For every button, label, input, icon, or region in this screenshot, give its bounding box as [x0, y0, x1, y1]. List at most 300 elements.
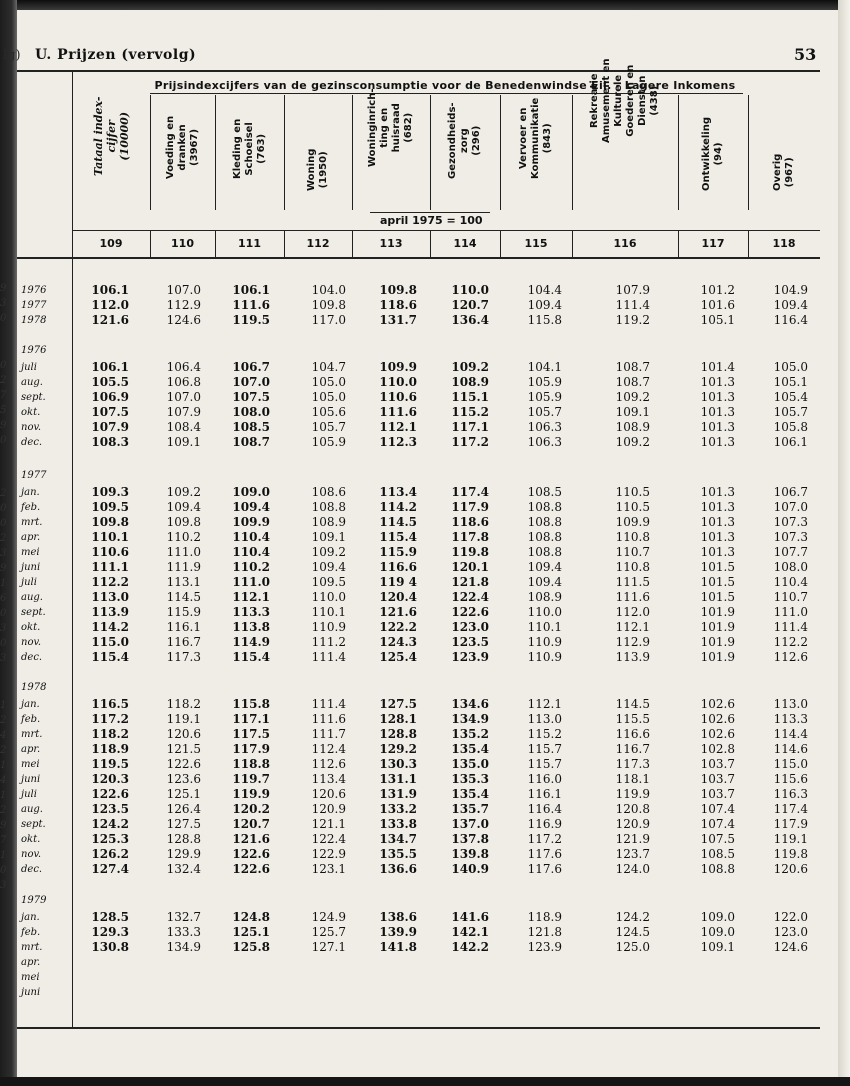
table-cell: 101.3 — [700, 515, 735, 529]
table-cell: 125.8 — [232, 940, 270, 954]
column-number: 117 — [701, 237, 725, 250]
row-label: feb. — [21, 502, 41, 513]
table-cell: 105.9 — [311, 435, 346, 449]
table-cell: 117.4 — [773, 802, 808, 816]
table-cell: 122.6 — [232, 847, 270, 861]
table-cell: 106.3 — [527, 435, 562, 449]
table-cell: 105.7 — [311, 420, 346, 434]
previous-page-digit: 2 — [0, 745, 7, 756]
previous-page-digit: 2 — [0, 715, 7, 726]
previous-page-digit: 7 — [0, 390, 7, 401]
table-cell: 123.6 — [166, 772, 201, 786]
table-cell: 124.2 — [615, 910, 650, 924]
table-cell: 134.9 — [451, 712, 489, 726]
table-cell: 107.5 — [700, 832, 735, 846]
table-cell: 131.7 — [379, 313, 417, 327]
column-heading-text: Vervoer en Kommunikatie (843) — [518, 97, 553, 179]
column-number: 113 — [379, 237, 403, 250]
column-divider-header — [430, 95, 431, 210]
page-number: 53 — [794, 45, 817, 64]
table-cell: 116.1 — [527, 787, 562, 801]
table-cell: 120.2 — [232, 802, 270, 816]
bottom-rule — [17, 1027, 820, 1029]
table-cell: 109.2 — [615, 435, 650, 449]
table-cell: 112.9 — [615, 635, 650, 649]
row-label: apr. — [21, 532, 41, 543]
previous-page-digit: 1 — [0, 850, 7, 861]
table-cell: 102.6 — [700, 697, 735, 711]
table-cell: 117.3 — [166, 650, 201, 664]
table-cell: 111.1 — [91, 560, 129, 574]
table-cell: 112.6 — [311, 757, 346, 771]
row-label: juni — [21, 774, 41, 785]
table-cell: 124.6 — [773, 940, 808, 954]
column-heading — [352, 88, 430, 215]
table-cell: 119.2 — [615, 313, 650, 327]
table-cell: 116.0 — [527, 772, 562, 786]
table-cell: 108.7 — [232, 435, 270, 449]
table-cell: 116.4 — [773, 313, 808, 327]
table-cell: 117.6 — [527, 862, 562, 876]
table-cell: 127.5 — [379, 697, 417, 711]
column-heading — [72, 95, 150, 215]
table-cell: 112.4 — [311, 742, 346, 756]
table-cell: 115.2 — [527, 727, 562, 741]
table-cell: 121.1 — [311, 817, 346, 831]
column-number-rule-bottom — [17, 257, 820, 259]
row-label: mrt. — [21, 517, 43, 528]
column-divider-header — [150, 95, 151, 210]
column-number: 118 — [772, 237, 796, 250]
row-label: 1976 — [21, 285, 47, 296]
table-cell: 122.4 — [311, 832, 346, 846]
table-cell: 106.1 — [91, 283, 129, 297]
table-cell: 101.9 — [700, 620, 735, 634]
table-cell: 127.5 — [166, 817, 201, 831]
previous-page-digit: 2 — [0, 375, 7, 386]
row-label: apr. — [21, 744, 41, 755]
table-cell: 112.6 — [773, 650, 808, 664]
table-cell: 113.4 — [311, 772, 346, 786]
table-cell: 114.2 — [91, 620, 129, 634]
table-cell: 122.6 — [232, 862, 270, 876]
table-cell: 119 4 — [379, 575, 417, 589]
table-cell: 120.9 — [311, 802, 346, 816]
table-cell: 109.4 — [166, 500, 201, 514]
column-divider-number — [678, 231, 679, 257]
table-cell: 108.7 — [615, 375, 650, 389]
previous-page-digit: 3 — [0, 880, 7, 891]
table-cell: 109.4 — [527, 560, 562, 574]
table-cell: 110.4 — [232, 530, 270, 544]
table-cell: 116.1 — [166, 620, 201, 634]
table-cell: 108.7 — [615, 360, 650, 374]
row-label: mei — [21, 972, 40, 983]
table-cell: 141.8 — [379, 940, 417, 954]
table-cell: 103.7 — [700, 772, 735, 786]
previous-page-digit: 4 — [0, 730, 7, 741]
table-cell: 101.9 — [700, 605, 735, 619]
table-cell: 102.6 — [700, 727, 735, 741]
table-cell: 105.0 — [311, 375, 346, 389]
table-cell: 123.0 — [451, 620, 489, 634]
header-rule — [17, 70, 820, 72]
table-cell: 109.3 — [91, 485, 129, 499]
row-label: sept. — [21, 819, 46, 830]
table-cell: 115.4 — [91, 650, 129, 664]
table-cell: 108.0 — [232, 405, 270, 419]
previous-page-digit: 1 — [0, 760, 7, 771]
table-cell: 123.1 — [311, 862, 346, 876]
table-cell: 105.4 — [773, 390, 808, 404]
table-cell: 106.1 — [232, 283, 270, 297]
table-cell: 109.1 — [311, 530, 346, 544]
column-heading-text: Ontwikkeling (94) — [701, 116, 724, 191]
column-heading — [500, 95, 572, 215]
table-cell: 104.7 — [311, 360, 346, 374]
table-cell: 113.0 — [91, 590, 129, 604]
table-cell: 133.2 — [379, 802, 417, 816]
column-number: 114 — [453, 237, 477, 250]
table-cell: 110.2 — [232, 560, 270, 574]
table-cell: 109.1 — [700, 940, 735, 954]
table-cell: 101.9 — [700, 635, 735, 649]
previous-page-digit: 3 — [0, 548, 7, 559]
table-cell: 111.7 — [311, 727, 346, 741]
previous-page-digit: 1 — [0, 578, 7, 589]
table-cell: 130.8 — [91, 940, 129, 954]
table-cell: 108.8 — [311, 500, 346, 514]
column-heading-text: Woninginrich- ting en huisraad (682) — [367, 88, 414, 167]
table-cell: 110.6 — [91, 545, 129, 559]
column-number-rule-top — [72, 230, 820, 231]
table-cell: 110.1 — [91, 530, 129, 544]
table-cell: 116.9 — [527, 817, 562, 831]
row-label: okt. — [21, 622, 41, 633]
table-cell: 116.4 — [527, 802, 562, 816]
table-cell: 101.3 — [700, 530, 735, 544]
table-cell: 138.6 — [379, 910, 417, 924]
table-cell: 140.9 — [451, 862, 489, 876]
table-cell: 132.7 — [166, 910, 201, 924]
table-cell: 101.5 — [700, 575, 735, 589]
table-cell: 135.3 — [451, 772, 489, 786]
table-cell: 113.0 — [527, 712, 562, 726]
row-label: aug. — [21, 804, 43, 815]
table-cell: 117.9 — [773, 817, 808, 831]
table-cell: 122.9 — [311, 847, 346, 861]
table-cell: 106.3 — [527, 420, 562, 434]
table-cell: 108.4 — [166, 420, 201, 434]
table-cell: 109.8 — [311, 298, 346, 312]
table-cell: 128.1 — [379, 712, 417, 726]
table-cell: 107.7 — [773, 545, 808, 559]
table-cell: 115.4 — [232, 650, 270, 664]
column-number: 110 — [171, 237, 194, 250]
table-cell: 109.9 — [232, 515, 270, 529]
year-label: 1979 — [21, 895, 47, 906]
table-cell: 117.2 — [527, 832, 562, 846]
table-cell: 124.3 — [379, 635, 417, 649]
table-cell: 101.3 — [700, 545, 735, 559]
table-cell: 116.6 — [379, 560, 417, 574]
table-cell: 107.9 — [91, 420, 129, 434]
row-label: juni — [21, 562, 41, 573]
previous-page-header-fragment: lg) — [3, 48, 21, 63]
table-cell: 110.8 — [615, 530, 650, 544]
table-cell: 109.8 — [166, 515, 201, 529]
table-cell: 133.8 — [379, 817, 417, 831]
row-label: dec. — [21, 652, 43, 663]
table-cell: 117.4 — [451, 485, 489, 499]
column-number: 112 — [306, 237, 330, 250]
table-cell: 102.6 — [700, 712, 735, 726]
table-cell: 132.4 — [166, 862, 201, 876]
table-cell: 119.5 — [91, 757, 129, 771]
row-label: jan. — [21, 912, 40, 923]
page-edge — [838, 0, 850, 1086]
column-divider-number — [430, 231, 431, 257]
year-label: 1976 — [21, 345, 47, 356]
table-cell: 107.4 — [700, 817, 735, 831]
column-number: 115 — [524, 237, 548, 250]
previous-page-digit: 2 — [0, 488, 7, 499]
previous-page-digit: 9 — [0, 283, 7, 294]
table-cell: 106.4 — [166, 360, 201, 374]
table-cell: 117.5 — [232, 727, 270, 741]
table-cell: 134.7 — [379, 832, 417, 846]
previous-page-digit: 0 — [0, 435, 7, 446]
previous-page-digit: 9 — [0, 420, 7, 431]
table-cell: 101.5 — [700, 560, 735, 574]
table-cell: 108.8 — [527, 515, 562, 529]
table-cell: 112.0 — [91, 298, 129, 312]
table-cell: 110.5 — [615, 500, 650, 514]
table-cell: 118.6 — [451, 515, 489, 529]
table-cell: 101.3 — [700, 420, 735, 434]
table-cell: 120.7 — [451, 298, 489, 312]
table-cell: 105.9 — [527, 390, 562, 404]
table-cell: 107.4 — [700, 802, 735, 816]
table-cell: 109.0 — [232, 485, 270, 499]
table-cell: 125.1 — [232, 925, 270, 939]
previous-page-digit: 9 — [0, 820, 7, 831]
column-number: 109 — [99, 237, 123, 250]
table-cell: 117.1 — [451, 420, 489, 434]
table-cell: 134.9 — [166, 940, 201, 954]
column-divider-header — [500, 95, 501, 210]
table-cell: 111.4 — [773, 620, 808, 634]
table-cell: 112.1 — [379, 420, 417, 434]
column-heading — [284, 95, 352, 215]
table-cell: 123.7 — [615, 847, 650, 861]
table-cell: 119.9 — [615, 787, 650, 801]
previous-page-digit: 3 — [0, 653, 7, 664]
table-cell: 113.4 — [379, 485, 417, 499]
table-cell: 115.0 — [773, 757, 808, 771]
previous-page-digit: 3 — [0, 298, 7, 309]
table-cell: 109.9 — [615, 515, 650, 529]
previous-page-digit: 0 — [0, 503, 7, 514]
table-cell: 126.2 — [91, 847, 129, 861]
table-cell: 114.9 — [232, 635, 270, 649]
table-cell: 101.9 — [700, 650, 735, 664]
table-cell: 104.9 — [773, 283, 808, 297]
table-cell: 142.1 — [451, 925, 489, 939]
table-cell: 109.8 — [91, 515, 129, 529]
previous-page-digit: 5 — [0, 405, 7, 416]
table-cell: 139.9 — [379, 925, 417, 939]
table-cell: 135.5 — [379, 847, 417, 861]
table-cell: 125.4 — [379, 650, 417, 664]
scan-top-edge — [0, 0, 850, 10]
column-heading-text: Gezondheids- zorg (296) — [447, 102, 482, 179]
table-cell: 107.3 — [773, 530, 808, 544]
table-cell: 125.3 — [91, 832, 129, 846]
table-cell: 127.1 — [311, 940, 346, 954]
column-divider-header — [572, 95, 573, 210]
table-cell: 128.8 — [166, 832, 201, 846]
column-heading-text: Kleding en Schoeisel (763) — [231, 118, 267, 179]
row-label: jan. — [21, 699, 40, 710]
table-cell: 117.3 — [615, 757, 650, 771]
table-cell: 118.1 — [615, 772, 650, 786]
table-cell: 122.0 — [773, 910, 808, 924]
scan-bottom-edge — [0, 1077, 850, 1086]
table-cell: 110.0 — [451, 283, 489, 297]
table-cell: 129.9 — [166, 847, 201, 861]
table-cell: 109.0 — [700, 910, 735, 924]
table-cell: 107.9 — [615, 283, 650, 297]
table-cell: 120.6 — [166, 727, 201, 741]
table-cell: 101.4 — [700, 360, 735, 374]
row-label: nov. — [21, 849, 42, 860]
table-cell: 115.8 — [527, 313, 562, 327]
table-cell: 109.2 — [615, 390, 650, 404]
table-cell: 129.2 — [379, 742, 417, 756]
table-cell: 121.6 — [232, 832, 270, 846]
row-label: mei — [21, 547, 40, 558]
row-label: mrt. — [21, 729, 43, 740]
table-cell: 105.1 — [700, 313, 735, 327]
table-cell: 112.3 — [379, 435, 417, 449]
table-cell: 120.6 — [311, 787, 346, 801]
table-cell: 135.4 — [451, 742, 489, 756]
table-cell: 114.5 — [166, 590, 201, 604]
base-rule — [370, 212, 490, 213]
table-cell: 118.2 — [91, 727, 129, 741]
table-cell: 117.9 — [232, 742, 270, 756]
previous-page-digit: 6 — [0, 593, 7, 604]
table-cell: 101.3 — [700, 435, 735, 449]
table-cell: 109.4 — [527, 298, 562, 312]
table-cell: 120.6 — [773, 862, 808, 876]
stub-divider — [72, 72, 73, 1027]
table-cell: 119.8 — [451, 545, 489, 559]
table-cell: 128.5 — [91, 910, 129, 924]
column-heading-text: Overig (967) — [772, 153, 795, 191]
row-label: mei — [21, 759, 40, 770]
previous-page-digit: 3 — [0, 623, 7, 634]
table-cell: 105.0 — [773, 360, 808, 374]
table-cell: 107.0 — [166, 390, 201, 404]
table-cell: 116.3 — [773, 787, 808, 801]
column-divider-number — [150, 231, 151, 257]
table-cell: 119.9 — [232, 787, 270, 801]
table-cell: 125.1 — [166, 787, 201, 801]
table-cell: 119.1 — [773, 832, 808, 846]
table-cell: 111.6 — [379, 405, 417, 419]
table-cell: 105.1 — [773, 375, 808, 389]
table-cell: 110.1 — [527, 620, 562, 634]
table-cell: 121.6 — [91, 313, 129, 327]
table-title: Prijsindexcijfers van de gezinsconsumptie voor de Benedenwindse Eil. - Lagere Inkomens — [154, 79, 736, 92]
table-cell: 105.0 — [311, 390, 346, 404]
table-cell: 109.9 — [379, 360, 417, 374]
table-cell: 128.8 — [379, 727, 417, 741]
table-cell: 110.7 — [615, 545, 650, 559]
column-divider-header — [284, 95, 285, 210]
table-cell: 107.9 — [166, 405, 201, 419]
table-cell: 106.1 — [91, 360, 129, 374]
table-cell: 118.2 — [166, 697, 201, 711]
previous-page-digit: 1 — [0, 790, 7, 801]
table-cell: 101.3 — [700, 500, 735, 514]
table-cell: 115.0 — [91, 635, 129, 649]
table-cell: 120.9 — [615, 817, 650, 831]
row-label: mrt. — [21, 942, 43, 953]
table-cell: 141.6 — [451, 910, 489, 924]
table-cell: 124.0 — [615, 862, 650, 876]
table-cell: 122.4 — [451, 590, 489, 604]
row-label: juli — [21, 789, 37, 800]
row-label: juni — [21, 987, 41, 998]
column-divider-number — [284, 231, 285, 257]
table-cell: 124.5 — [615, 925, 650, 939]
table-cell: 109.2 — [311, 545, 346, 559]
table-cell: 115.9 — [379, 545, 417, 559]
table-cell: 111.0 — [232, 575, 270, 589]
table-cell: 113.9 — [91, 605, 129, 619]
table-cell: 122.6 — [451, 605, 489, 619]
table-cell: 117.1 — [232, 712, 270, 726]
table-cell: 109.1 — [166, 435, 201, 449]
previous-page-digit: 0 — [0, 313, 7, 324]
table-cell: 109.1 — [615, 405, 650, 419]
row-label: jan. — [21, 487, 40, 498]
table-cell: 123.5 — [91, 802, 129, 816]
table-cell: 108.9 — [451, 375, 489, 389]
table-cell: 118.8 — [232, 757, 270, 771]
column-heading — [215, 95, 284, 215]
table-cell: 105.9 — [527, 375, 562, 389]
column-heading-text: Voeding en dranken (3967) — [164, 115, 200, 179]
table-cell: 119.1 — [166, 712, 201, 726]
previous-page-digit: 0 — [0, 608, 7, 619]
table-cell: 108.9 — [615, 420, 650, 434]
table-cell: 106.9 — [91, 390, 129, 404]
table-cell: 107.0 — [166, 283, 201, 297]
previous-page-digit: 0 — [0, 865, 7, 876]
table-cell: 115.9 — [166, 605, 201, 619]
table-cell: 109.0 — [700, 925, 735, 939]
table-cell: 108.9 — [311, 515, 346, 529]
column-divider-number — [215, 231, 216, 257]
table-cell: 121.5 — [166, 742, 201, 756]
table-cell: 110.0 — [379, 375, 417, 389]
previous-page-digit: 2 — [0, 805, 7, 816]
row-label: dec. — [21, 864, 43, 875]
